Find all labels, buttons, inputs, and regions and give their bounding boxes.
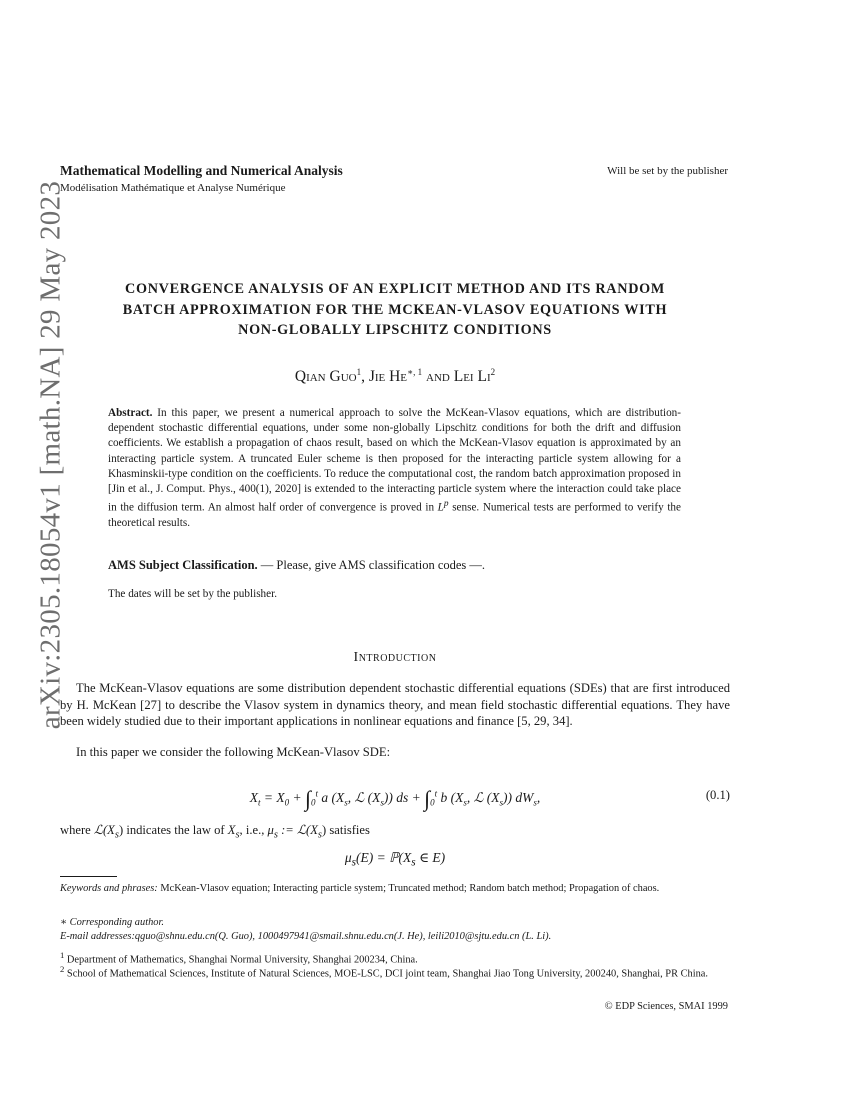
ams-classification	[108, 558, 681, 573]
equation-mu-text: (E) = ℙ(X	[355, 850, 412, 865]
where-sentence	[60, 822, 370, 841]
author-separator: ,	[361, 368, 369, 386]
abstract-text: In this paper, we present a numerical approach to solve the McKean-Vlasov equations, which are distribution-dependent stochastic differential equations, under some non-globally Lipschitz conditions for both the drift and diffusion coefficients. We establish a propagation of chaos result, based on which the McKean-Vlasov equation is approximated by an interacting particle system. A truncated Euler scheme is then proposed for the interacting particle system allowing for a Khasminskii-type condition on the coefficients. To reduce the computational cost, the random batch approximation proposed in [Jin et al., J. Comput. Phys., 400(1), 2020] is extended to the interacting particle system where the interaction could take place in the diffusion term. An almost half order of convergence is proved in	[108, 407, 681, 514]
subscript: s	[351, 856, 356, 869]
footnote-corresponding-author	[60, 916, 730, 930]
subscript: s	[411, 856, 416, 869]
abstract-lp-symbol: L	[437, 501, 444, 514]
section-heading-introduction: Introduction	[353, 650, 437, 665]
author-affiliation-marker: 2	[490, 367, 496, 377]
author-name: Lei Li	[453, 368, 491, 386]
variable-mu: μ	[267, 823, 274, 837]
author-separator: and	[422, 368, 454, 386]
equation-0-1-formula: $X_t = X_0 + \int_0^t$ a ($X_s$, ℒ $(X_s)$) ds + $\int_0^t$ b ($X_s$, ℒ $(X_s)$) $dW_s$,	[249, 786, 541, 811]
affiliation-text: Department of Mathematics, Shanghai Normal University, Shanghai 200234, China.	[64, 954, 418, 966]
subscript: s	[114, 829, 119, 841]
publisher-note: Will be set by the publisher	[607, 165, 728, 177]
affiliation-marker: 2	[60, 964, 65, 974]
introduction-paragraph-2: In this paper we consider the following McKean-Vlasov SDE:	[76, 745, 391, 759]
variable-x: X	[227, 823, 236, 837]
corresponding-author-text: ∗ Corresponding author.	[60, 917, 164, 928]
subscript: s	[235, 829, 240, 841]
paper-title-line-3: NON-GLOBALLY LIPSCHITZ CONDITIONS	[238, 322, 552, 338]
where-text: where	[60, 823, 94, 837]
arxiv-identifier-text: arXiv:2305.18054v1 [math.NA] 29 May 2023	[34, 180, 67, 730]
keywords-label: Keywords and phrases:	[60, 883, 158, 894]
dates-note: The dates will be set by the publisher.	[108, 588, 278, 600]
affiliation-text: School of Mathematical Sciences, Institute of Natural Sciences, MOE-LSC, DCI joint team, Shanghai Jiao Tong University, 200240, Shanghai, PR China.	[64, 968, 709, 980]
abstract-label: Abstract.	[108, 407, 153, 419]
affiliation-marker: 1	[60, 950, 65, 960]
where-text: := ℒ(X	[277, 823, 318, 837]
author-list	[60, 367, 730, 386]
footnote-affiliation-2	[60, 962, 730, 982]
paper-title-line-1: CONVERGENCE ANALYSIS OF AN EXPLICIT METHOD AND ITS RANDOM	[125, 281, 665, 297]
author-affiliation-marker: 1	[356, 367, 362, 377]
copyright-notice: © EDP Sciences, SMAI 1999	[604, 1001, 728, 1012]
abstract-text-end: sense. Numerical tests are performed to verify the theoretical results.	[108, 501, 681, 530]
author-name: Qian Guo	[294, 368, 357, 386]
subscript: s	[273, 829, 278, 841]
ams-text: — Please, give AMS classification codes —.	[257, 558, 486, 572]
footnote-keywords	[60, 882, 730, 896]
equation-mu	[60, 850, 730, 869]
abstract-lp-exponent: p	[443, 499, 449, 510]
email-text: E-mail addresses:qguo@shnu.edu.cn(Q. Guo), 1000497941@smail.shnu.edu.cn(J. He), leili2010@sjtu.edu.cn (L. Li).	[60, 931, 552, 942]
introduction-paragraph-1: The McKean-Vlasov equations are some distribution dependent stochastic differential equations (SDEs) that are first introduced by H. McKean [27] to describe the Vlasov system in dynamics theory, and mean field stochastic differential equations. They have been widely studied due to their important applications in nonlinear equations and finance [5, 29, 34].	[60, 681, 730, 729]
author-affiliation-marker: ∗, 1	[407, 367, 423, 377]
paper-title	[60, 279, 730, 341]
where-text: ) satisfies	[322, 823, 370, 837]
law-symbol: ℒ(X	[93, 823, 115, 837]
journal-name-french: Modélisation Mathématique et Analyse Numérique	[60, 182, 286, 194]
abstract	[108, 406, 681, 531]
where-text: ) indicates the law of	[118, 823, 228, 837]
equation-0-1	[60, 778, 730, 818]
footnote-emails	[60, 930, 730, 944]
author-name: Jie He	[368, 368, 408, 386]
keywords-text: McKean-Vlasov equation; Interacting particle system; Truncated method; Random batch method; Propagation of chaos.	[157, 883, 660, 894]
equation-number: (0.1)	[705, 788, 730, 802]
ams-label: AMS Subject Classification.	[108, 558, 258, 572]
journal-name: Mathematical Modelling and Numerical Analysis	[60, 163, 343, 178]
where-text: , i.e.,	[239, 823, 268, 837]
equation-mu-symbol: μ	[344, 850, 352, 865]
equation-mu-end: ∈ E)	[415, 850, 446, 865]
footnote-rule	[60, 876, 117, 877]
subscript: s	[317, 829, 322, 841]
paper-title-line-2: BATCH APPROXIMATION FOR THE MCKEAN-VLASOV EQUATIONS WITH	[122, 301, 668, 318]
